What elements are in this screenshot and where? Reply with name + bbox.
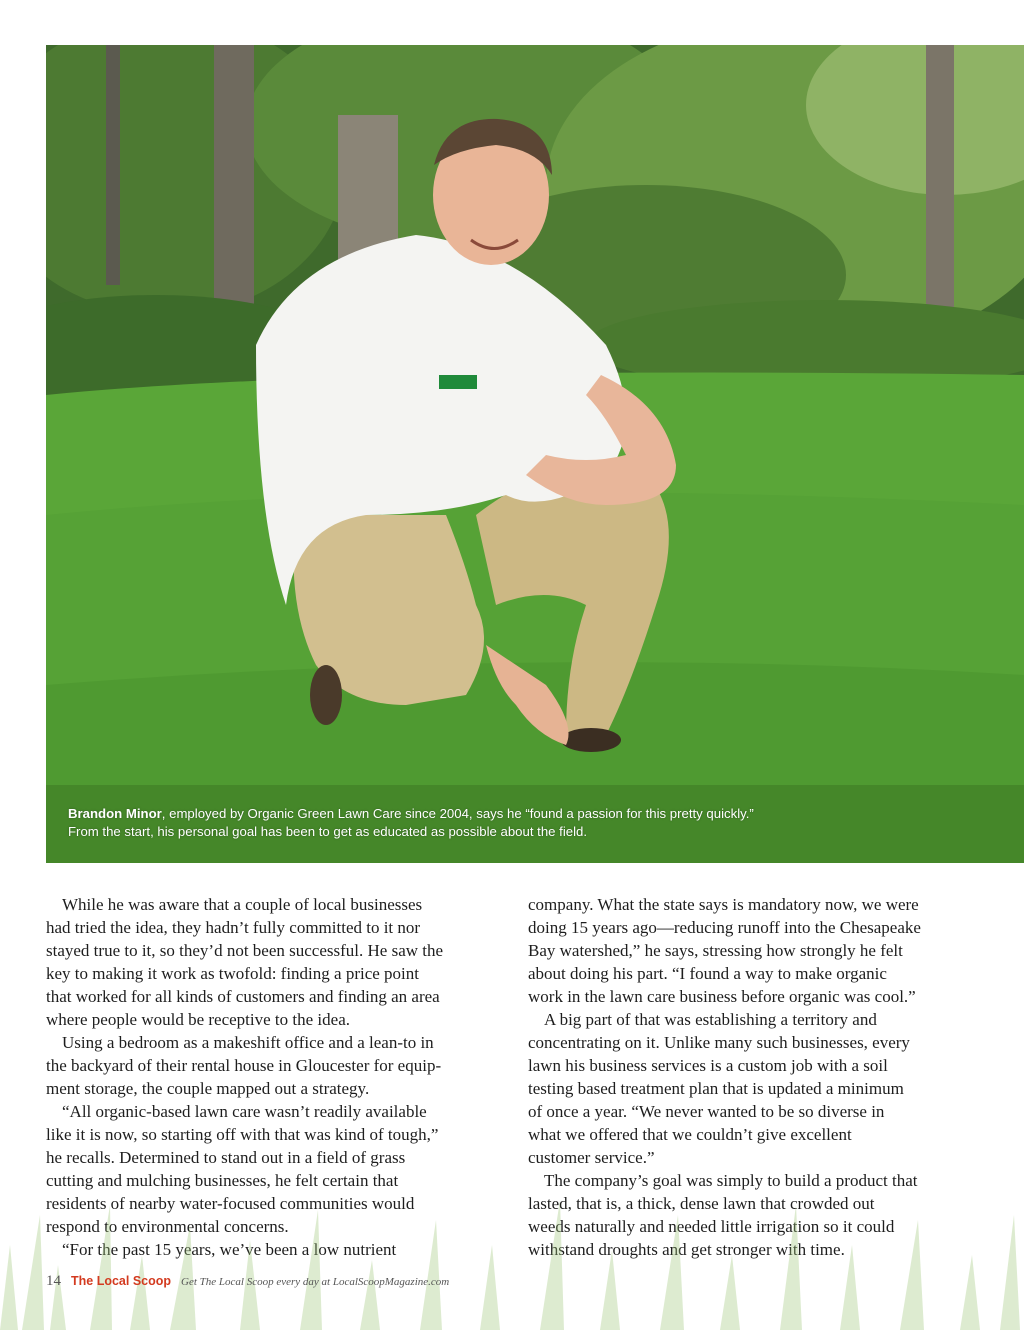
article-line: stayed true to it, so they’d not been successful. He saw the bbox=[46, 941, 444, 960]
article-line: Bay watershed,” he says, stressing how strongly he felt bbox=[528, 941, 903, 960]
article-line: doing 15 years ago—reducing runoff into the Chesapeake bbox=[528, 918, 921, 937]
footer-tagline: Get The Local Scoop every day at LocalScoopMagazine.com bbox=[181, 1276, 450, 1288]
caption-name: Brandon Minor bbox=[68, 806, 162, 821]
article-line: withstand droughts and get stronger with time. bbox=[528, 1240, 845, 1259]
article-line: customer service.” bbox=[528, 1148, 655, 1167]
caption-text: , employed by Organic Green Lawn Care since 2004, says he “found a passion for this pretty quickly.” bbox=[161, 806, 754, 821]
article-line: lawn his business services is a custom job with a soil bbox=[528, 1056, 888, 1075]
photo-illustration bbox=[46, 45, 1024, 863]
article-line: concentrating on it. Unlike many such businesses, every bbox=[528, 1033, 910, 1052]
page-number: 14 bbox=[46, 1273, 61, 1289]
article-line: “For the past 15 years, we’ve been a low nutrient bbox=[62, 1240, 397, 1259]
article-line: what we offered that we couldn’t give excellent bbox=[528, 1125, 852, 1144]
article-line: key to making it work as twofold: finding a price point bbox=[46, 964, 419, 983]
article-line: lasted, that is, a thick, dense lawn that crowded out bbox=[528, 1194, 875, 1213]
article-line: respond to environmental concerns. bbox=[46, 1217, 289, 1236]
article-line: “All organic-based lawn care wasn’t readily available bbox=[62, 1102, 427, 1121]
article-column-left bbox=[46, 893, 494, 1261]
article-line: of once a year. “We never wanted to be so diverse in bbox=[528, 1102, 885, 1121]
article-line: cutting and mulching businesses, he felt certain that bbox=[46, 1171, 399, 1190]
article-line: A big part of that was establishing a territory and bbox=[544, 1010, 877, 1029]
article-line: ment storage, the couple mapped out a strategy. bbox=[46, 1079, 370, 1098]
caption-line-2: From the start, his personal goal has been to get as educated as possible about the field. bbox=[68, 824, 588, 839]
article-line: The company’s goal was simply to build a product that bbox=[544, 1171, 918, 1190]
article-line: had tried the idea, they hadn’t fully committed to it nor bbox=[46, 918, 421, 937]
feature-photo bbox=[46, 45, 1024, 863]
photo-caption bbox=[68, 805, 1008, 841]
article-line: about doing his part. “I found a way to make organic bbox=[528, 964, 887, 983]
article-line: the backyard of their rental house in Gloucester for equip- bbox=[46, 1056, 442, 1075]
article-line: he recalls. Determined to stand out in a field of grass bbox=[46, 1148, 406, 1167]
article-line: Using a bedroom as a makeshift office and a lean-to in bbox=[62, 1033, 434, 1052]
article-line: where people would be receptive to the idea. bbox=[46, 1010, 350, 1029]
article-line: residents of nearby water-focused communities would bbox=[46, 1194, 415, 1213]
article-line: weeds naturally and needed little irrigation so it could bbox=[528, 1217, 895, 1236]
page-footer bbox=[46, 1273, 449, 1293]
magazine-name: The Local Scoop bbox=[71, 1274, 172, 1288]
article-line: like it is now, so starting off with that was kind of tough,” bbox=[46, 1125, 439, 1144]
article-line: While he was aware that a couple of local businesses bbox=[62, 895, 423, 914]
article-line: that worked for all kinds of customers and finding an area bbox=[46, 987, 440, 1006]
article-line: company. What the state says is mandatory now, we were bbox=[528, 895, 919, 914]
article-line: testing based treatment plan that is updated a minimum bbox=[528, 1079, 904, 1098]
article-line: work in the lawn care business before organic was cool.” bbox=[528, 987, 916, 1006]
article-column-right bbox=[528, 893, 980, 1261]
